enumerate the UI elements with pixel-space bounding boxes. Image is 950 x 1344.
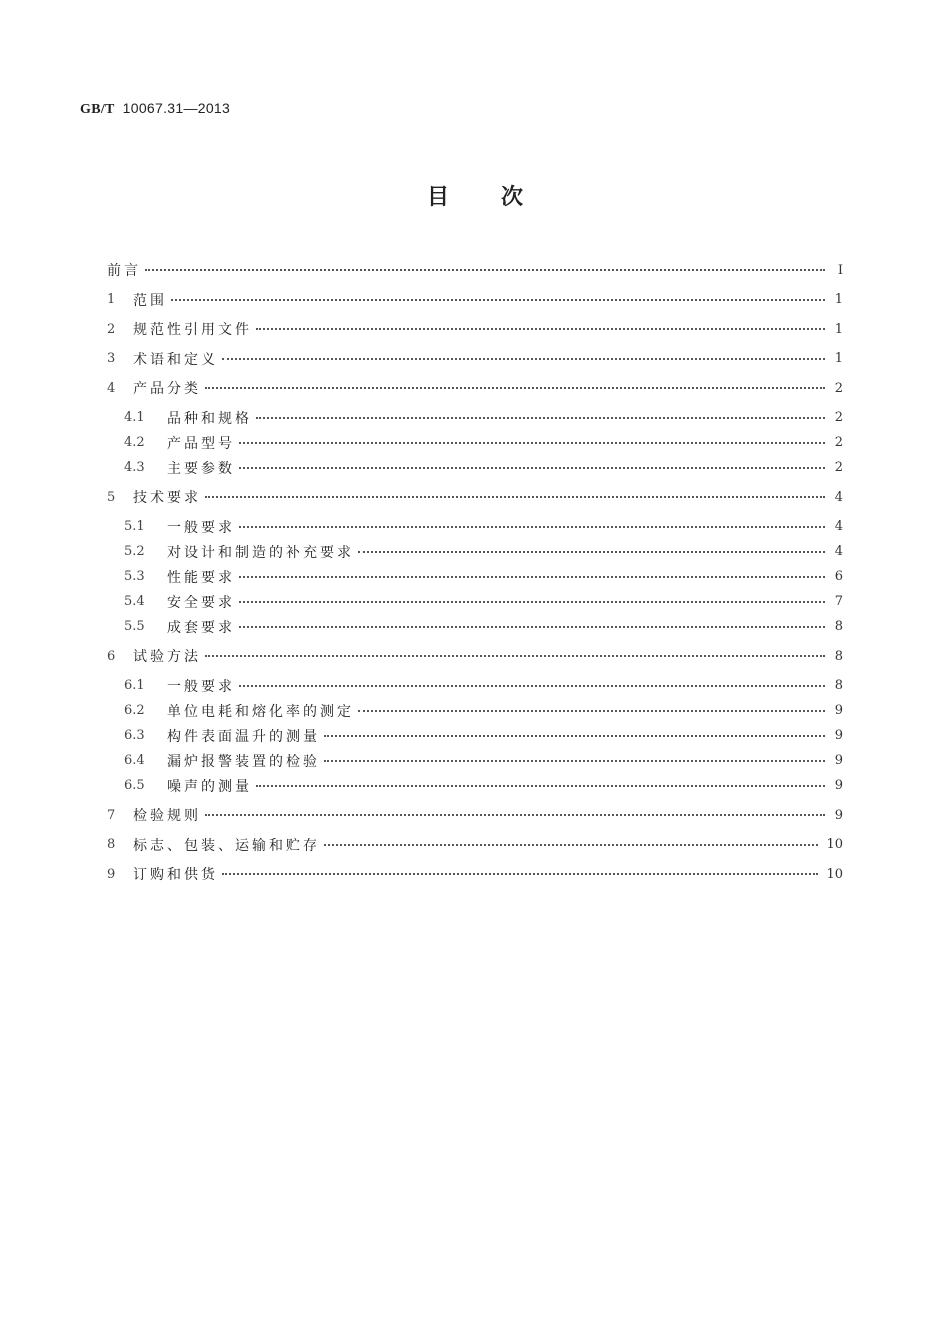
toc-entry[interactable] [124,458,843,478]
toc-entry-page: 10 [826,866,843,882]
toc-entry[interactable] [107,646,843,666]
dot-leader [239,567,825,578]
toc-entry-label: 一般要求 [167,678,235,695]
dot-leader [205,378,825,389]
toc-entry-number: 4.3 [124,460,145,475]
toc-entry-page: 9 [834,728,843,743]
toc-entry-label: 产品分类 [133,381,201,397]
toc-entry-page: 2 [834,380,843,396]
toc-entry-number: 2 [107,321,116,337]
dot-leader [256,408,825,419]
dot-leader [239,617,825,628]
toc-entry[interactable] [124,433,843,453]
toc-entry[interactable] [124,592,843,612]
toc-entry-page: 10 [826,837,843,852]
dot-leader [171,290,825,301]
dot-leader [358,701,825,712]
toc-entry-number: 5.5 [124,619,145,634]
toc-entry-label: 术语和定义 [133,351,218,368]
toc-entry-number: 8 [107,837,116,852]
toc-entry-label: 安全要求 [167,594,235,611]
toc-entry-label: 品种和规格 [167,410,252,427]
toc-entry-number: 4.1 [124,410,145,425]
toc-entry-number: 6.3 [124,728,145,743]
toc-entry[interactable] [124,751,843,771]
toc-entry-label: 订购和供货 [133,867,218,883]
toc-entry-page: 9 [834,807,843,823]
toc-entry-label: 试验方法 [133,649,201,665]
toc-entry-page: 4 [834,544,843,559]
toc-entry-label: 性能要求 [167,569,235,586]
page-title [0,180,950,211]
toc-entry[interactable] [124,517,843,537]
dot-leader [239,676,825,687]
toc-entry-page: 9 [834,778,843,793]
toc-entry-number: 3 [107,351,116,366]
dot-leader [256,776,825,787]
toc-entry-label: 前言 [107,263,141,279]
toc-entry-number: 6.1 [124,678,145,693]
toc-entry[interactable] [107,378,843,398]
toc-entry-page: 9 [834,753,843,768]
toc-entry-number: 7 [107,807,116,823]
dot-leader [256,319,825,330]
toc-entry-number: 5.3 [124,569,145,584]
dot-leader [239,458,825,469]
toc-entry-page: 2 [834,435,843,450]
toc-entry[interactable] [124,676,843,696]
toc-entry-label: 对设计和制造的补充要求 [167,544,354,561]
dot-leader [324,726,825,737]
toc-entry-label: 范围 [133,292,167,309]
dot-leader [239,592,825,603]
toc-entry-page: 9 [834,703,843,718]
toc-entry[interactable] [107,349,843,369]
title-char: 目 [426,185,449,210]
toc-entry-page: 1 [834,351,843,366]
toc-entry-number: 6.4 [124,753,145,768]
toc-entry-label: 标志、包装、运输和贮存 [133,837,320,854]
toc-entry[interactable] [107,319,843,339]
toc-entry[interactable] [107,805,843,825]
toc-entry-label: 一般要求 [167,519,235,536]
toc-entry[interactable] [107,835,843,855]
toc-entry-number: 4.2 [124,435,145,450]
toc-entry[interactable] [124,408,843,428]
toc-entry[interactable] [124,726,843,746]
toc-entry-number: 6.2 [124,703,145,718]
toc-entry-label: 噪声的测量 [167,778,252,795]
toc-entry-label: 产品型号 [167,435,235,452]
dot-leader [239,517,825,528]
dot-leader [222,864,818,875]
toc-entry-page: Ⅰ [837,262,843,278]
toc-entry-page: 6 [834,569,843,584]
toc-entry[interactable] [107,864,843,884]
toc-entry-label: 构件表面温升的测量 [167,728,320,745]
toc-entry-page: 7 [834,594,843,609]
toc-entry[interactable] [124,617,843,637]
dot-leader [205,646,825,657]
toc-entry-label: 技术要求 [133,490,201,506]
toc-entry[interactable] [124,776,843,796]
toc-entry-label: 检验规则 [133,808,201,824]
toc-entry-label: 漏炉报警装置的检验 [167,753,320,770]
toc-entry-number: 6.5 [124,778,145,793]
toc-entry-page: 2 [834,410,843,425]
dot-leader [222,349,825,360]
toc-entry-label: 成套要求 [167,619,235,636]
toc-entry[interactable] [124,701,843,721]
toc-entry-page: 8 [834,678,843,693]
standard-number: 10067.31—2013 [122,100,231,116]
toc-entry-number: 5.2 [124,544,145,559]
title-char: 次 [501,185,524,210]
toc-entry-page: 4 [834,489,843,505]
toc-entry[interactable] [124,542,843,562]
dot-leader [205,805,825,816]
toc-entry-page: 1 [834,321,843,337]
toc-entry-number: 5.4 [124,594,145,609]
toc-entry[interactable] [124,567,843,587]
toc-entry[interactable] [107,260,843,280]
toc-entry-page: 4 [834,519,843,534]
toc-entry-number: 5.1 [124,519,145,534]
toc-entry-number: 9 [107,866,116,882]
toc-entry[interactable] [107,487,843,507]
dot-leader [145,260,825,271]
standard-code [80,100,230,118]
dot-leader [358,542,825,553]
toc-entry-label: 单位电耗和熔化率的测定 [167,703,354,720]
dot-leader [205,487,825,498]
toc-entry-page: 8 [834,619,843,634]
toc-entry-page: 8 [834,648,843,664]
toc-entry-number: 1 [107,292,116,307]
standard-prefix: GB/T [80,102,115,117]
toc-entry-number: 5 [107,489,116,505]
toc-entry-number: 6 [107,648,116,664]
toc-entry-label: 规范性引用文件 [133,322,252,338]
dot-leader [324,751,825,762]
toc-entry-page: 2 [834,460,843,475]
toc-entry-number: 4 [107,380,116,396]
toc-entry-page: 1 [834,292,843,307]
dot-leader [324,835,818,846]
toc-entry-label: 主要参数 [167,460,235,477]
toc-entry[interactable] [107,290,843,310]
dot-leader [239,433,825,444]
